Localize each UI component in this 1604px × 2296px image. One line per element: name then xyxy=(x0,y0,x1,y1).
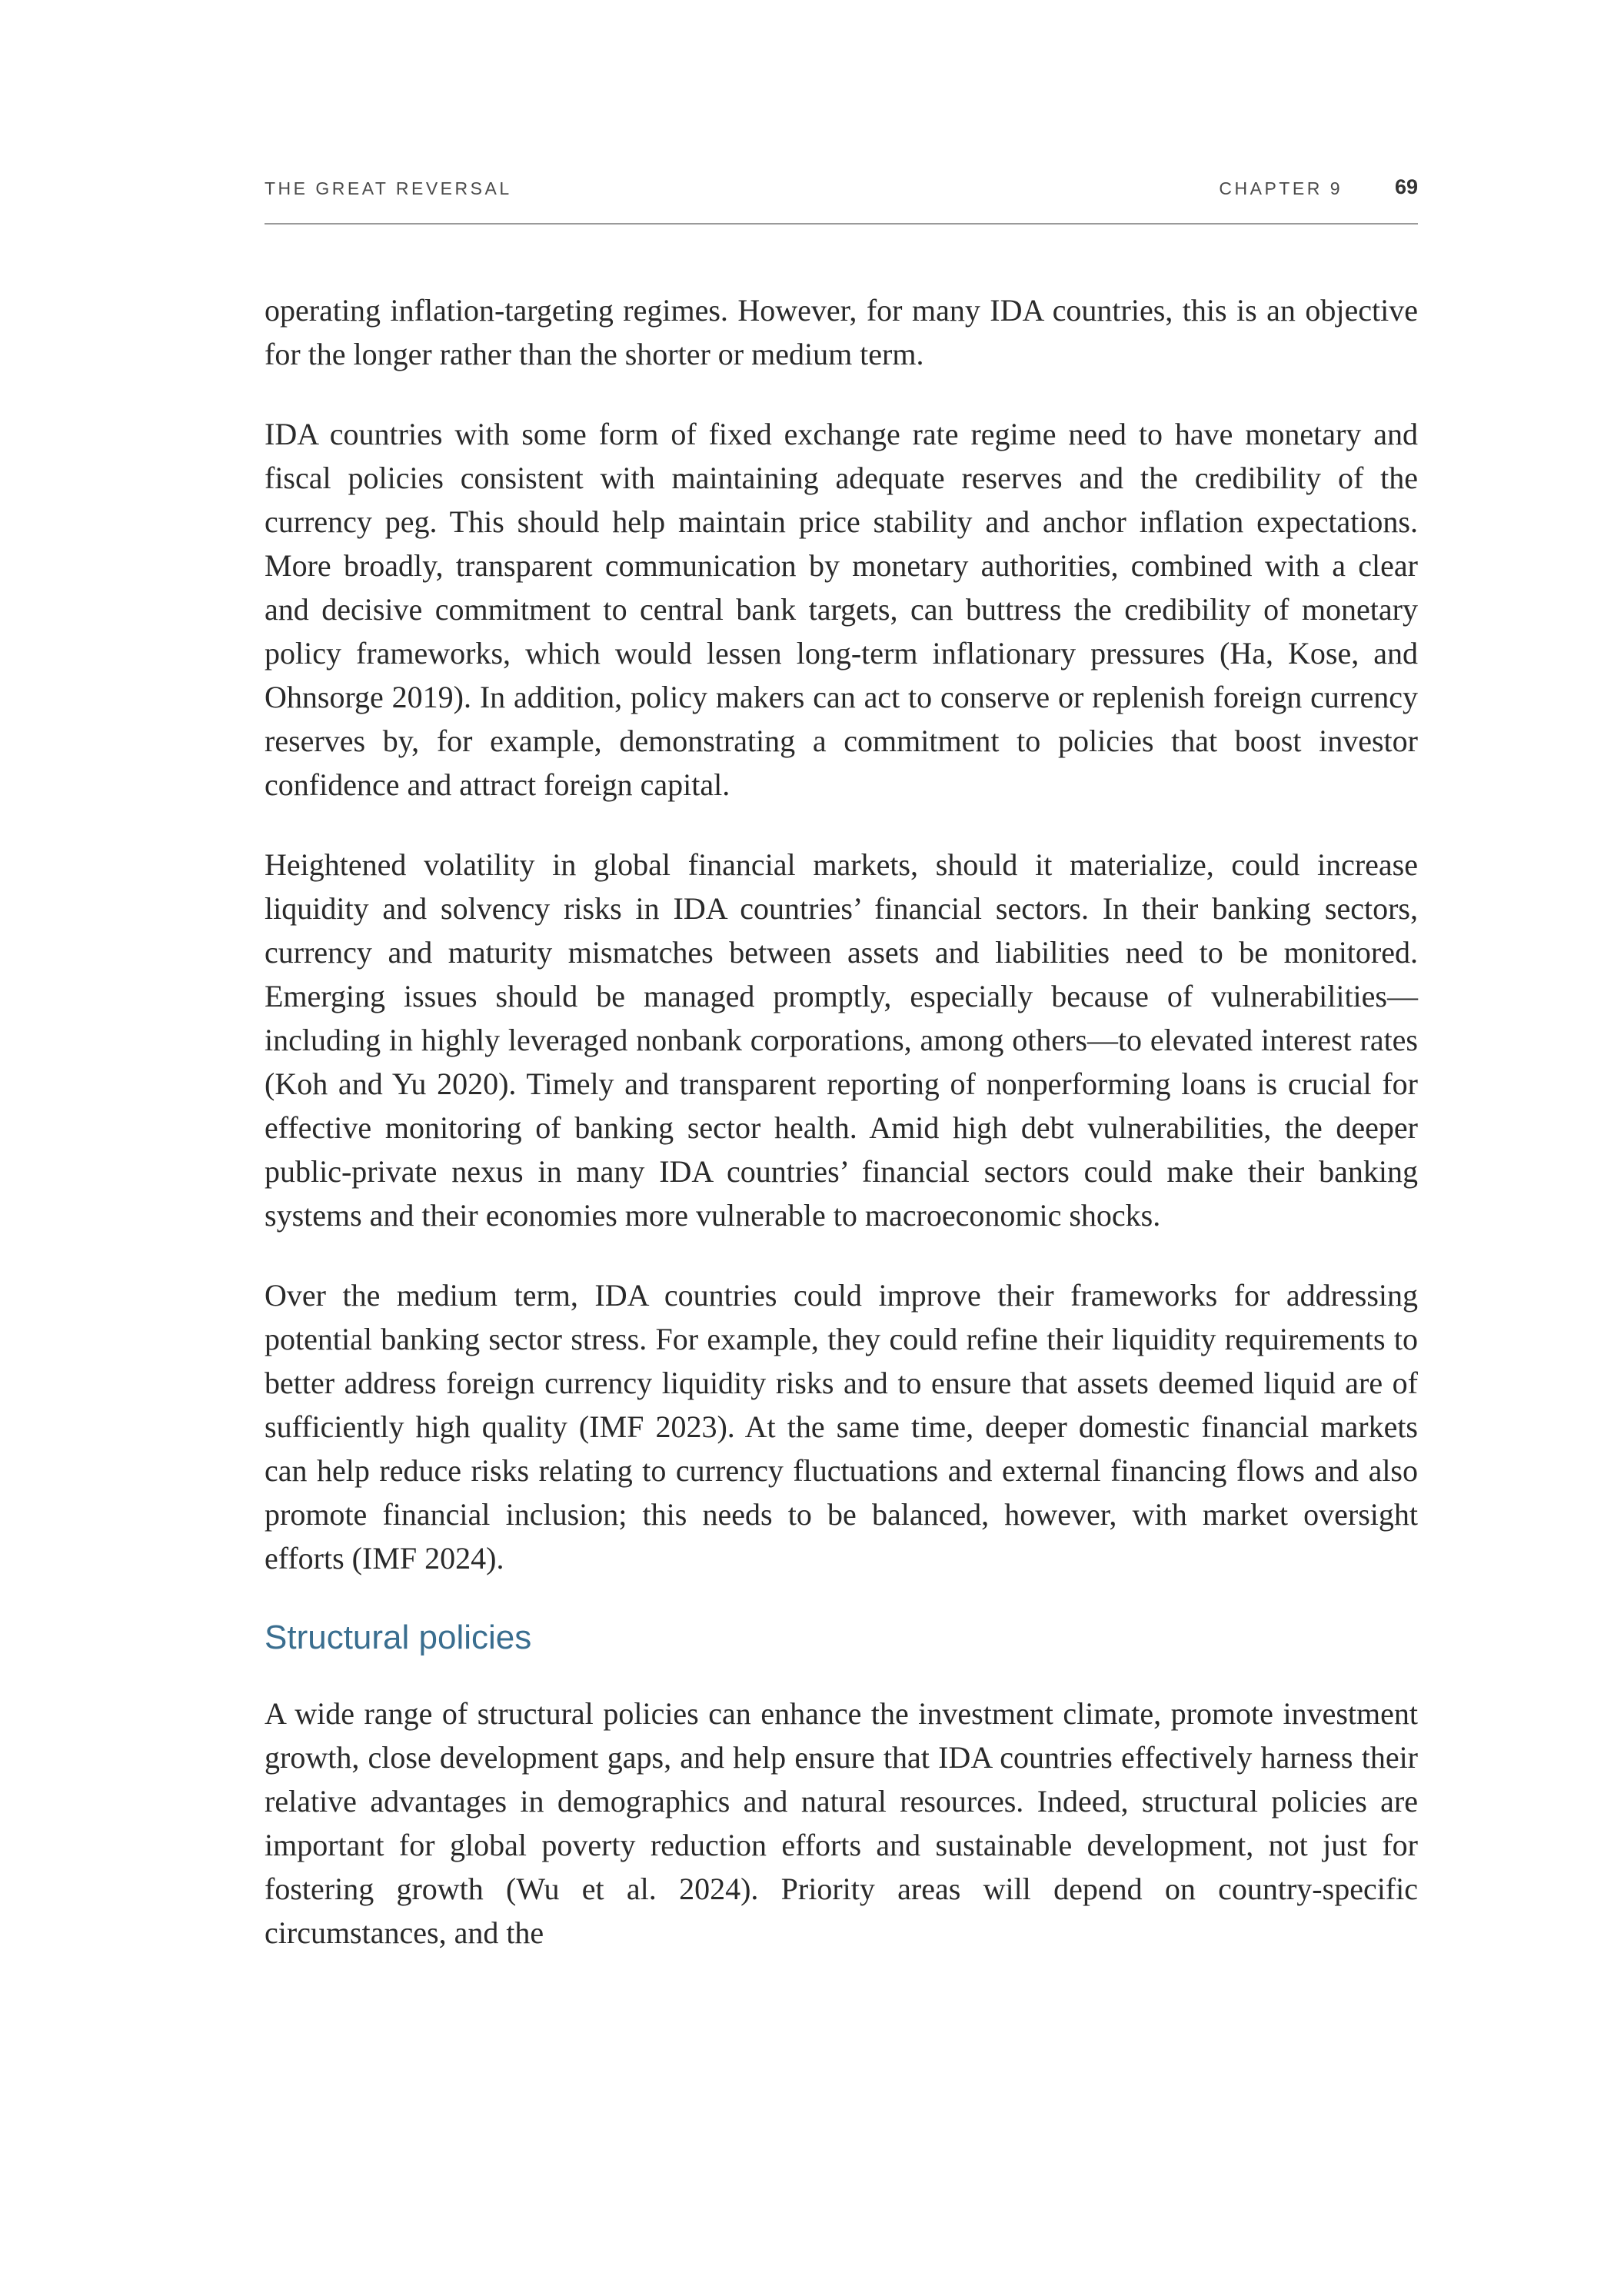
paragraph-medium-term-frameworks: Over the medium term, IDA countries could improve their frameworks for addressing potential banking sector stress. For example, they could refine their liquidity requirements to better address foreign currency liquidity risks and to ensure that assets deemed liquid are of sufficiently high quality (IMF 2023). At the same time, deeper domestic financial markets can help reduce risks relating to currency fluctuations and external financing flows and also promote financial inclusion; this needs to be balanced, however, with market oversight efforts (IMF 2024). xyxy=(265,1278,1418,1576)
running-header xyxy=(265,174,1418,205)
section-heading: Structural policies xyxy=(265,1619,532,1656)
running-title: THE GREAT REVERSAL xyxy=(265,178,512,198)
header-divider xyxy=(265,223,1418,225)
page-number: 69 xyxy=(1394,175,1418,198)
paragraph-fixed-exchange-rate: IDA countries with some form of fixed exchange rate regime need to have monetary and fiscal policies consistent with maintaining adequate reserves and the credibility of the currency peg. This should help maintain price stability and anchor inflation expectations. More broadly, transparent communication by monetary authorities, combined with a clear and decisive commitment to central bank targets, can buttress the credibility of monetary policy frameworks, which would lessen long-term inflationary pressures (Ha, Kose, and Ohnsorge 2019). In addition, policy makers can act to conserve or replenish foreign currency reserves by, for example, demonstrating a commitment to policies that boost investor confidence and attract foreign capital. xyxy=(265,417,1418,802)
paragraph-structural-policies: A wide range of structural policies can enhance the investment climate, promote investment growth, close development gaps, and help ensure that IDA countries effectively harness their relative advantages in demographics and natural resources. Indeed, structural policies are important for global poverty reduction efforts and sustainable development, not just for fostering growth (Wu et al. 2024). Priority areas will depend on country-specific circumstances, and the xyxy=(265,1696,1418,1950)
paragraph-inflation-targeting: operating inflation-targeting regimes. However, for many IDA countries, this is an objective for the longer rather than the shorter or medium term. xyxy=(265,293,1418,371)
body-text xyxy=(265,288,1418,1991)
paragraph-financial-volatility: Heightened volatility in global financial markets, should it materialize, could increase liquidity and solvency risks in IDA countries’ financial sectors. In their banking sectors, currency and maturity mismatches between assets and liabilities need to be monitored. Emerging issues should be managed promptly, especially because of vulnerabilities—including in highly leveraged nonbank corporations, among others—to elevated interest rates (Koh and Yu 2020). Timely and transparent reporting of nonperforming loans is crucial for effective monitoring of banking sector health. Amid high debt vulnerabilities, the deeper public-private nexus in many IDA countries’ financial sectors could make their banking systems and their economies more vulnerable to macroeconomic shocks. xyxy=(265,847,1418,1233)
chapter-label: CHAPTER 9 xyxy=(1219,178,1343,198)
